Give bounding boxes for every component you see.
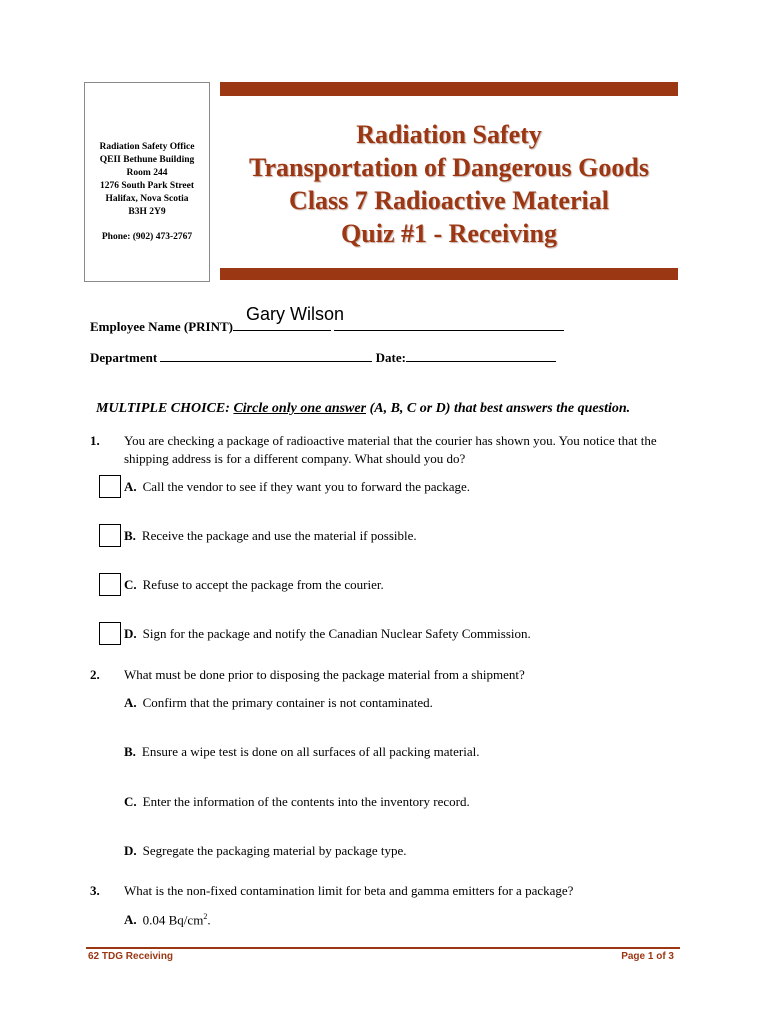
instructions-underlined: Circle only one answer [233, 401, 367, 416]
question-3-text: What is the non-fixed contamination limit for beta and gamma emitters for a package? [124, 883, 574, 898]
option-q1-b[interactable] [124, 528, 417, 544]
superscript: 2 [203, 912, 208, 921]
option-q1-c[interactable] [124, 577, 384, 593]
title-line-1: Radiation Safety [356, 120, 542, 149]
footer-page-number: Page 1 of 3 [621, 951, 674, 962]
checkbox-q1-a[interactable] [99, 475, 121, 498]
office-phone: Phone: (902) 473-2767 [101, 232, 193, 242]
instructions-suffix: (A, B, C or D) that best answers the question. [366, 401, 631, 416]
title-bar-top [220, 82, 678, 96]
option-text: Confirm that the primary container is not contaminated. [142, 695, 433, 710]
option-letter: C. [124, 794, 137, 809]
option-letter: C. [124, 577, 137, 592]
title-line-4: Quiz #1 - Receiving [341, 219, 557, 248]
office-address [85, 141, 209, 244]
office-line: Radiation Safety Office [99, 142, 195, 152]
option-text: Ensure a wipe test is done on all surfaces of all packing material. [141, 744, 480, 759]
option-letter: A. [124, 695, 137, 710]
office-info-box [84, 82, 210, 282]
option-text: Refuse to accept the package from the courier. [142, 577, 384, 592]
department-field[interactable] [160, 349, 372, 362]
question-1-number: 1. [90, 433, 100, 448]
checkbox-q1-c[interactable] [99, 573, 121, 596]
title-line-2: Transportation of Dangerous Goods [249, 153, 649, 182]
footer-doc-id: 62 TDG Receiving [88, 951, 174, 962]
question-2-number: 2. [90, 667, 100, 682]
question-3-number: 3. [90, 883, 100, 898]
option-text: Enter the information of the contents into the inventory record. [142, 794, 470, 809]
checkbox-q1-b[interactable] [99, 524, 121, 547]
option-letter: A. [124, 479, 137, 494]
employee-name-value[interactable]: Gary Wilson [246, 304, 345, 324]
department-row [90, 349, 556, 366]
question-1-text: You are checking a package of radioactive material that the courier has shown you. You notice that the shipping address is for a different company. What should you do? [124, 433, 657, 466]
option-text-end: . [207, 912, 211, 928]
title-bar-bottom [220, 268, 678, 280]
office-line: Halifax, Nova Scotia [105, 194, 189, 204]
option-letter: A. [124, 912, 137, 928]
option-letter: D. [124, 843, 137, 858]
option-letter: D. [124, 626, 137, 641]
option-q1-d[interactable] [124, 626, 531, 642]
instructions [96, 401, 630, 417]
option-q2-a[interactable] [124, 695, 433, 711]
date-field[interactable] [406, 349, 556, 362]
option-text: Receive the package and use the material if possible. [141, 528, 417, 543]
option-text: 0.04 Bq/cm [142, 912, 204, 928]
option-q1-a[interactable] [124, 479, 470, 495]
option-text: Call the vendor to see if they want you to forward the package. [142, 479, 471, 494]
option-text: Sign for the package and notify the Canadian Nuclear Safety Commission. [142, 626, 531, 641]
date-label: Date: [375, 350, 406, 365]
office-line: 1276 South Park Street [99, 181, 195, 191]
option-letter: B. [124, 528, 136, 543]
checkbox-q1-d[interactable] [99, 622, 121, 645]
option-text: Segregate the packaging material by package type. [142, 843, 407, 858]
office-line: QEII Bethune Building [99, 155, 195, 165]
option-q2-d[interactable] [124, 843, 407, 859]
page-title [220, 118, 678, 250]
option-q3-a[interactable] [124, 912, 211, 928]
instructions-prefix: MULTIPLE CHOICE: [96, 401, 234, 416]
option-q2-b[interactable] [124, 744, 479, 760]
department-label: Department [90, 350, 158, 365]
title-line-3: Class 7 Radioactive Material [289, 186, 609, 215]
employee-name-line-2[interactable] [334, 318, 564, 331]
office-line: Room 244 [126, 168, 168, 178]
office-line: B3H 2Y9 [128, 207, 166, 217]
option-q2-c[interactable] [124, 794, 470, 810]
question-2-text: What must be done prior to disposing the package material from a shipment? [124, 667, 525, 682]
option-letter: B. [124, 744, 136, 759]
footer-divider [86, 947, 680, 949]
employee-name-label: Employee Name (PRINT) [90, 319, 233, 334]
